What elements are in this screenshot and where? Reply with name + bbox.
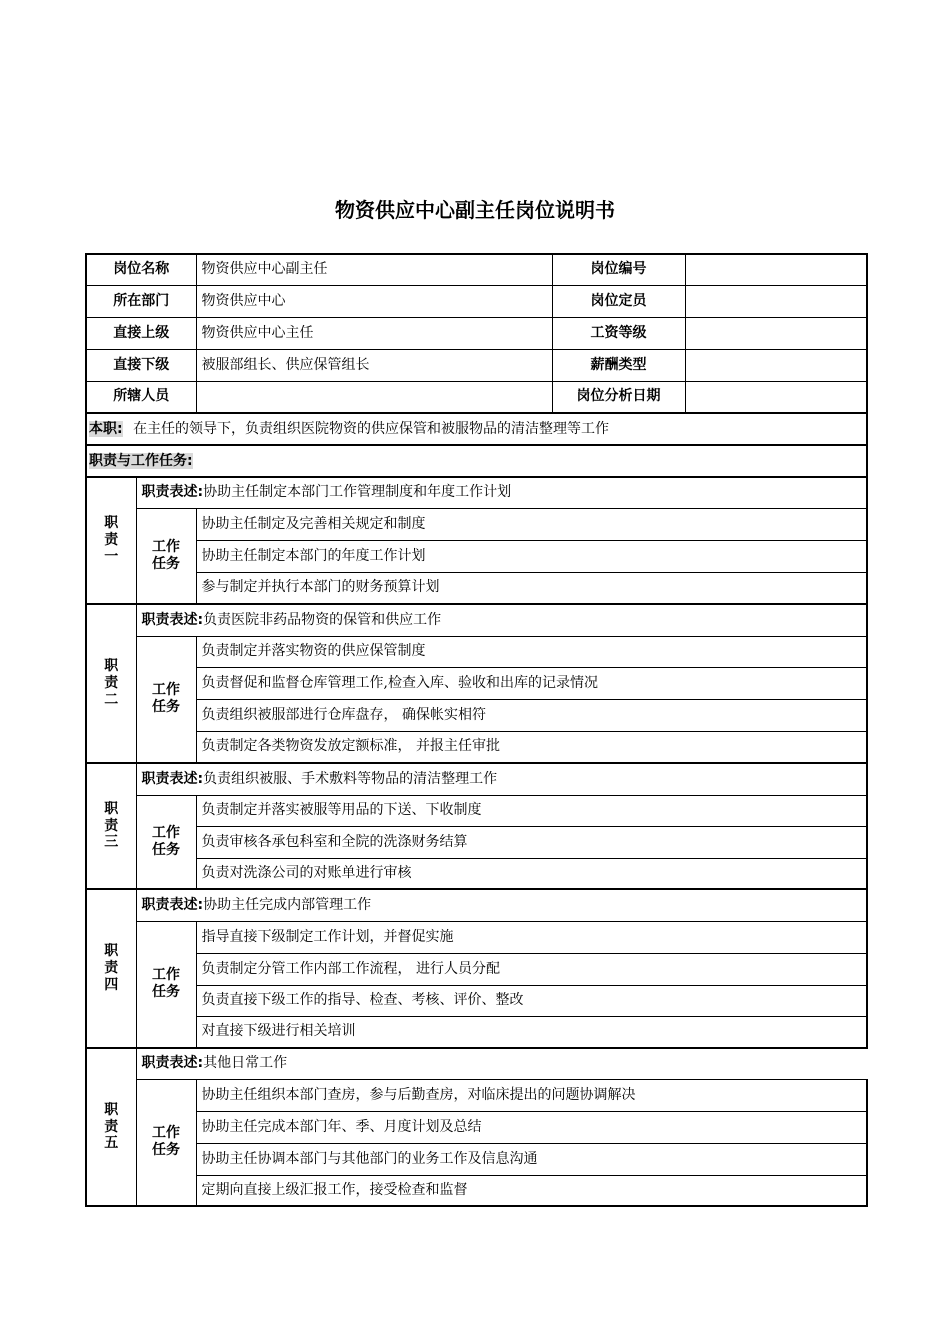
label-direct-superior: 直接上级 — [86, 317, 196, 349]
duties-header-row — [86, 445, 867, 477]
task-item: 负责制定分管工作内部工作流程， 进行人员分配 — [196, 953, 867, 985]
label-department: 所在部门 — [86, 285, 196, 317]
task-item: 负责组织被服部进行仓库盘存， 确保帐实相符 — [196, 699, 867, 731]
label-pay-type: 薪酬类型 — [552, 349, 685, 381]
task-row — [86, 1079, 867, 1111]
duty-desc-row — [86, 889, 867, 921]
task-row — [86, 826, 867, 858]
duty-desc-label: 职责表述: — [141, 611, 204, 628]
label-analysis-date: 岗位分析日期 — [552, 381, 685, 413]
task-item: 协助主任组织本部门查房，参与后勤查房，对临床提出的问题协调解决 — [196, 1079, 867, 1111]
task-row — [86, 1016, 867, 1048]
info-row — [86, 254, 867, 285]
info-row — [86, 381, 867, 413]
task-item: 负责对洗涤公司的对账单进行审核 — [196, 858, 867, 889]
task-item: 协助主任协调本部门与其他部门的业务工作及信息沟通 — [196, 1143, 867, 1175]
duties-header: 职责与工作任务: — [89, 452, 193, 469]
task-item: 协助主任制定及完善相关规定和制度 — [196, 508, 867, 540]
task-row — [86, 921, 867, 953]
duty-desc-label: 职责表述: — [141, 1055, 204, 1072]
label-headcount: 岗位定员 — [552, 285, 685, 317]
task-label: 工作 任务 — [136, 508, 196, 604]
duty-desc-text: 负责医院非药品物资的保管和供应工作 — [203, 611, 442, 628]
task-label: 工作 任务 — [136, 1079, 196, 1206]
task-row — [86, 540, 867, 572]
task-row — [86, 1143, 867, 1175]
task-row — [86, 636, 867, 667]
label-position-code: 岗位编号 — [552, 254, 685, 285]
task-row — [86, 795, 867, 826]
task-item: 负责制定并落实物资的供应保管制度 — [196, 636, 867, 667]
info-row — [86, 349, 867, 381]
label-position-name: 岗位名称 — [86, 254, 196, 285]
task-item: 定期向直接上级汇报工作，接受检查和监督 — [196, 1175, 867, 1206]
duty-label-3: 职 责 三 — [86, 763, 136, 889]
label-staff: 所辖人员 — [86, 381, 196, 413]
task-row — [86, 985, 867, 1016]
task-row — [86, 731, 867, 763]
duty-desc-row — [86, 1048, 867, 1079]
task-row — [86, 1111, 867, 1143]
value-position-name: 物资供应中心副主任 — [196, 254, 552, 285]
job-description-table — [85, 253, 868, 1207]
task-item: 负责督促和监督仓库管理工作,检查入库、验收和出库的记录情况 — [196, 667, 867, 699]
task-row — [86, 953, 867, 985]
page-title: 物资供应中心副主任岗位说明书 — [335, 198, 615, 222]
task-item: 协助主任完成本部门年、季、月度计划及总结 — [196, 1111, 867, 1143]
task-label: 工作 任务 — [136, 636, 196, 763]
duty-desc-row — [86, 477, 867, 508]
value-direct-superior: 物资供应中心主任 — [196, 317, 552, 349]
task-row — [86, 1175, 867, 1206]
duty-desc-text: 其他日常工作 — [203, 1055, 288, 1072]
value-salary-grade — [685, 317, 867, 349]
duty-label-4: 职 责 四 — [86, 889, 136, 1048]
value-department: 物资供应中心 — [196, 285, 552, 317]
duty-desc-label: 职责表述: — [141, 484, 204, 501]
task-item: 负责制定各类物资发放定额标准， 并报主任审批 — [196, 731, 867, 763]
duty-desc-text: 协助主任制定本部门工作管理制度和年度工作计划 — [203, 484, 512, 501]
duty-desc-row — [86, 763, 867, 795]
task-label: 工作 任务 — [136, 795, 196, 889]
duty-label-5: 职 责 五 — [86, 1048, 136, 1206]
duty-label-1: 职 责 一 — [86, 477, 136, 604]
duty-desc-row — [86, 604, 867, 636]
duty-desc-text: 负责组织被服、手术敷料等物品的清洁整理工作 — [203, 770, 498, 787]
task-row — [86, 858, 867, 889]
task-item: 负责审核各承包科室和全院的洗涤财务结算 — [196, 826, 867, 858]
value-analysis-date — [685, 381, 867, 413]
duty-label-2: 职 责 二 — [86, 604, 136, 763]
value-headcount — [685, 285, 867, 317]
task-label: 工作 任务 — [136, 921, 196, 1048]
task-row — [86, 508, 867, 540]
info-row — [86, 285, 867, 317]
summary-label: 本职: — [89, 420, 123, 437]
duty-desc-text: 协助主任完成内部管理工作 — [203, 896, 372, 913]
label-direct-subordinate: 直接下级 — [86, 349, 196, 381]
value-staff — [196, 381, 552, 413]
duty-desc-label: 职责表述: — [141, 770, 204, 787]
task-item: 对直接下级进行相关培训 — [196, 1016, 867, 1048]
value-direct-subordinate: 被服部组长、供应保管组长 — [196, 349, 552, 381]
task-item: 指导直接下级制定工作计划，并督促实施 — [196, 921, 867, 953]
duty-desc-label: 职责表述: — [141, 896, 204, 913]
value-pay-type — [685, 349, 867, 381]
task-item: 负责直接下级工作的指导、检查、考核、评价、整改 — [196, 985, 867, 1016]
task-item: 负责制定并落实被服等用品的下送、下收制度 — [196, 795, 867, 826]
task-row — [86, 699, 867, 731]
task-row — [86, 667, 867, 699]
task-row — [86, 572, 867, 604]
label-salary-grade: 工资等级 — [552, 317, 685, 349]
info-row — [86, 317, 867, 349]
summary-text: 在主任的领导下，负责组织医院物资的供应保管和被服物品的清洁整理等工作 — [133, 420, 610, 437]
task-item: 协助主任制定本部门的年度工作计划 — [196, 540, 867, 572]
task-item: 参与制定并执行本部门的财务预算计划 — [196, 572, 867, 604]
summary-row — [86, 413, 867, 445]
value-position-code — [685, 254, 867, 285]
